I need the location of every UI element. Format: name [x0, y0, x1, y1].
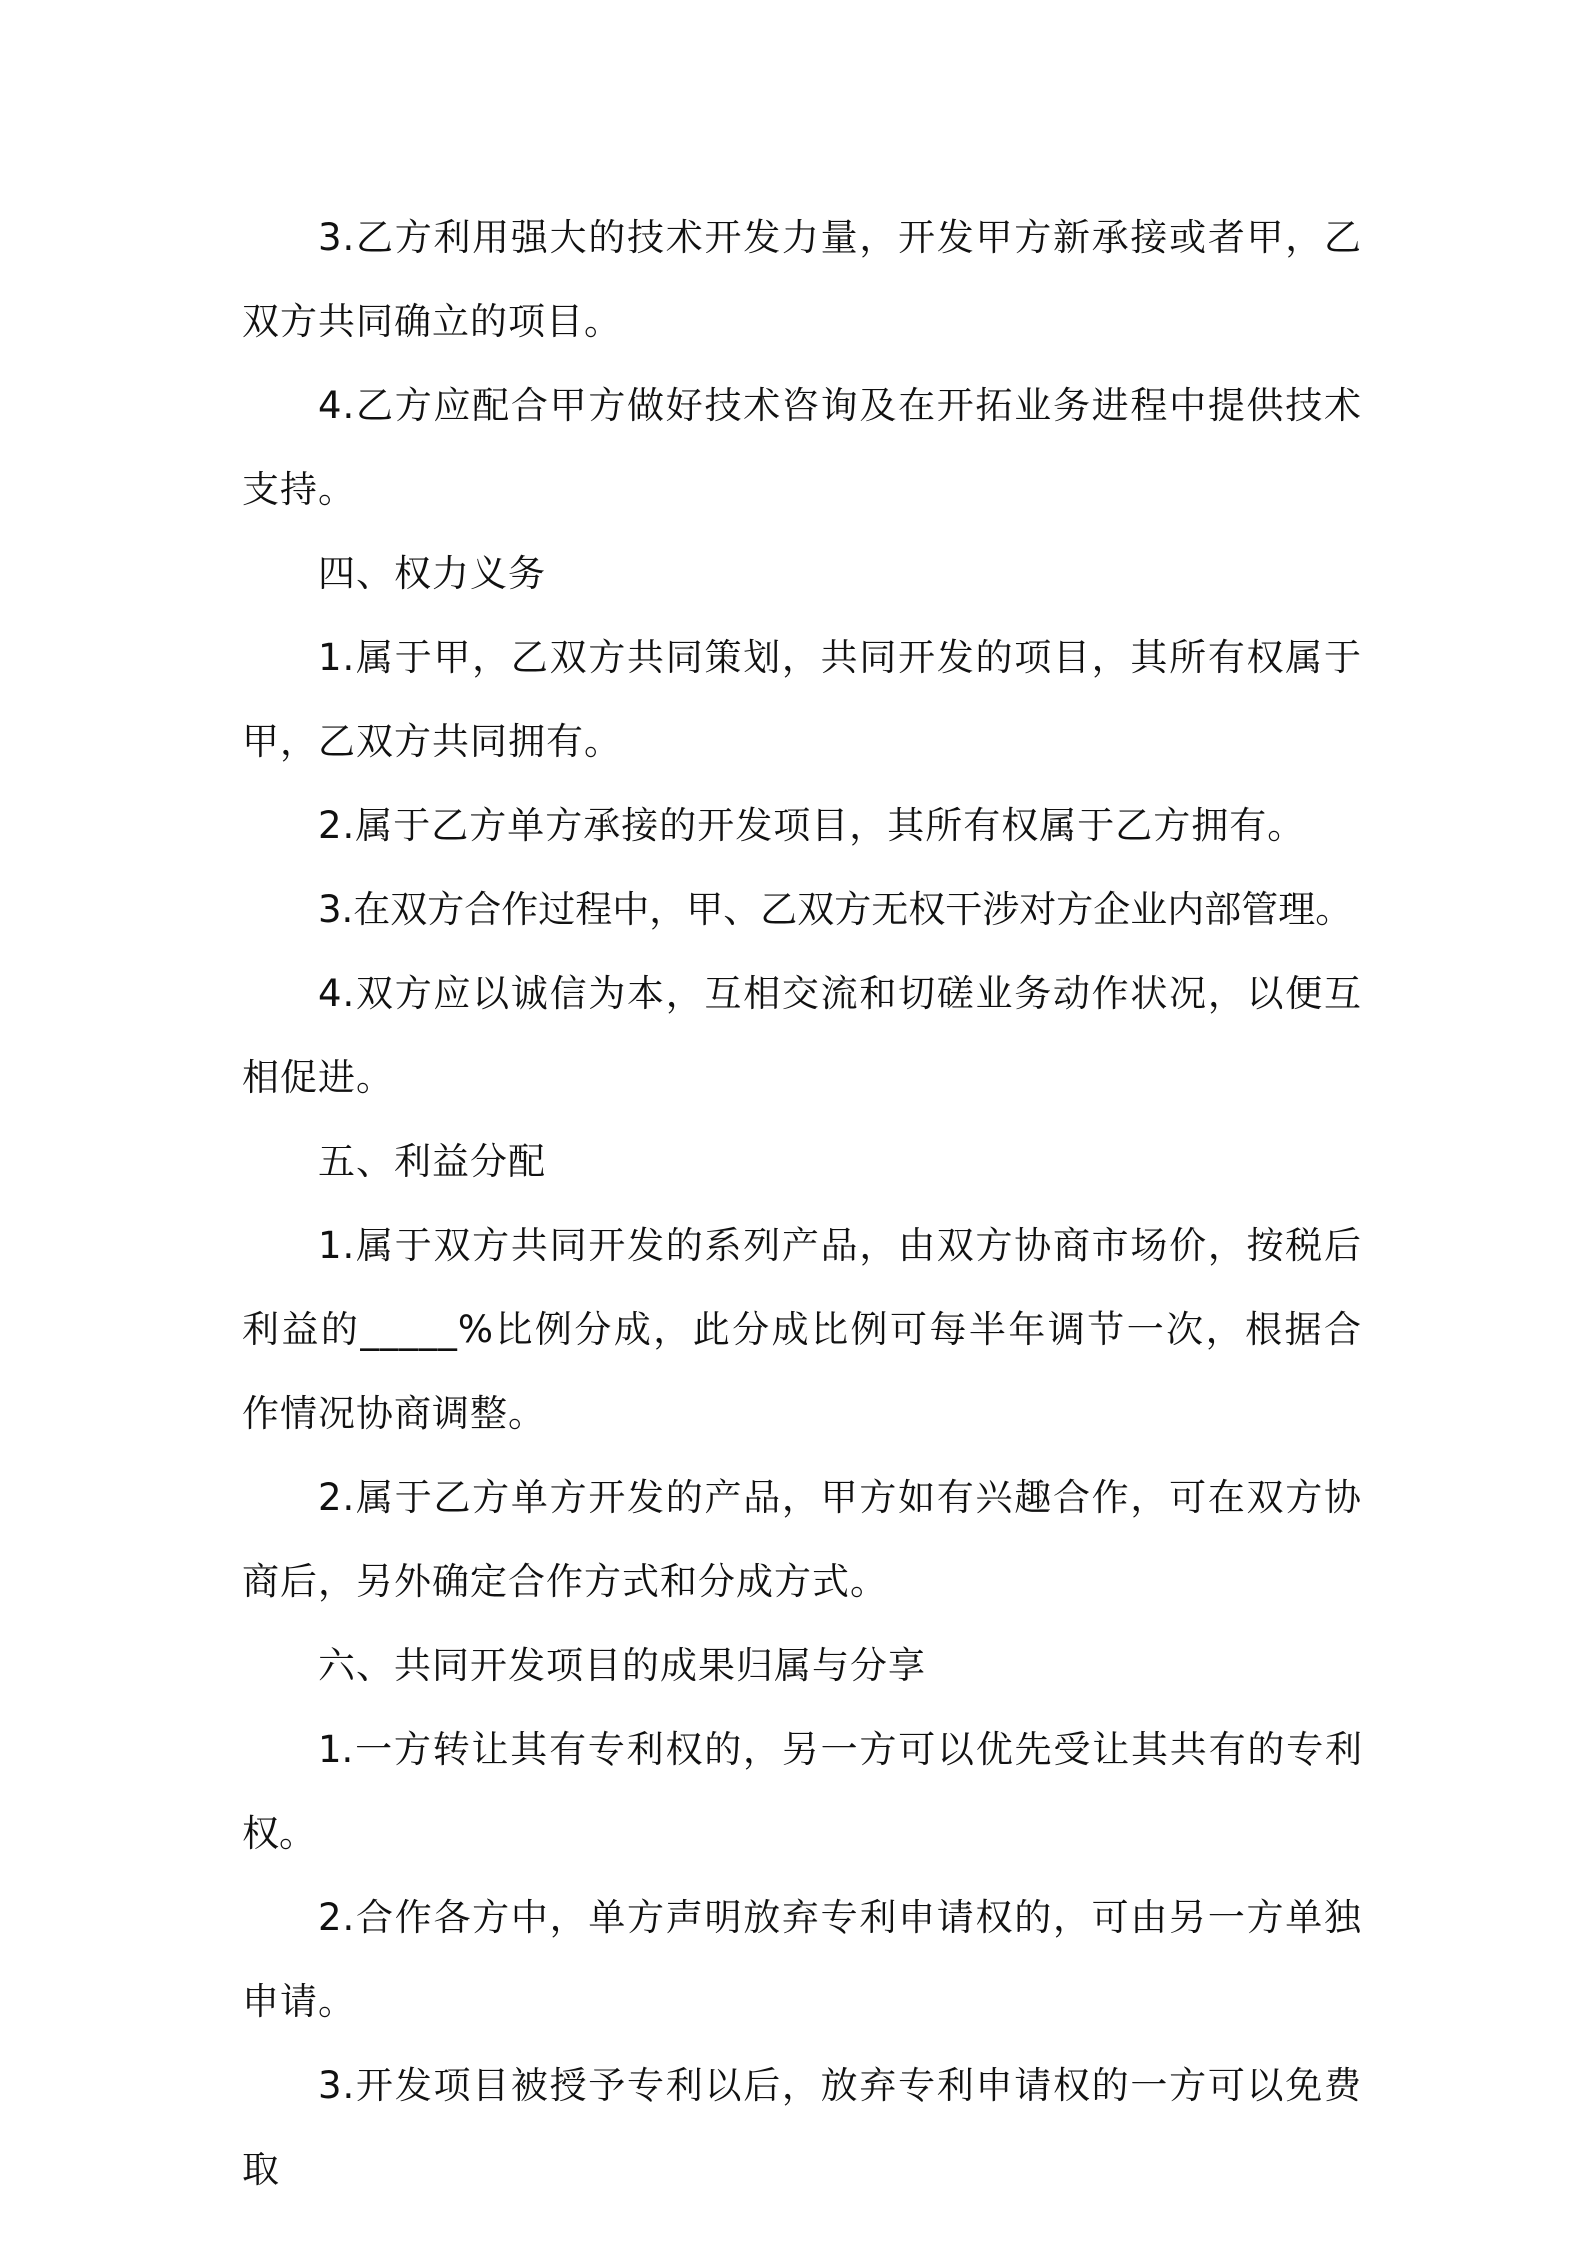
section-heading-rights-obligations: 四、权力义务: [318, 552, 546, 595]
paragraph-item-3-project-development: 3.乙方利用强大的技术开发力量，开发甲方新承接或者甲，乙双方共同确立的项目。: [242, 216, 1362, 343]
paragraph-item-4-technical-support: 4.乙方应配合甲方做好技术咨询及在开拓业务进程中提供技术支持。: [242, 384, 1362, 511]
paragraph-results-item-3: 3.开发项目被授予专利以后，放弃专利申请权的一方可以免费取: [242, 2064, 1362, 2191]
section-heading-profit-distribution: 五、利益分配: [318, 1140, 546, 1183]
section-heading-results-ownership: 六、共同开发项目的成果归属与分享: [318, 1644, 926, 1687]
document-body: [242, 196, 1362, 2212]
paragraph-results-item-1: 1.一方转让其有专利权的，另一方可以优先受让其共有的专利权。: [242, 1728, 1362, 1855]
paragraph-rights-item-2: 2.属于乙方单方承接的开发项目，其所有权属于乙方拥有。: [318, 804, 1306, 847]
paragraph-rights-item-4: 4.双方应以诚信为本，互相交流和切磋业务动作状况，以便互相促进。: [242, 972, 1362, 1099]
paragraph-results-item-2: 2.合作各方中，单方声明放弃专利申请权的，可由另一方单独申请。: [242, 1896, 1362, 2023]
paragraph-rights-item-3: 3.在双方合作过程中，甲、乙双方无权干涉对方企业内部管理。: [318, 888, 1353, 931]
paragraph-profit-item-2: 2.属于乙方单方开发的产品，甲方如有兴趣合作，可在双方协商后，另外确定合作方式和分成方式。: [242, 1476, 1362, 1603]
paragraph-rights-item-1: 1.属于甲，乙双方共同策划，共同开发的项目，其所有权属于甲，乙双方共同拥有。: [242, 636, 1362, 763]
paragraph-profit-item-1: 1.属于双方共同开发的系列产品，由双方协商市场价，按税后利益的_____%比例分成，此分成比例可每半年调节一次，根据合作情况协商调整。: [242, 1224, 1362, 1435]
